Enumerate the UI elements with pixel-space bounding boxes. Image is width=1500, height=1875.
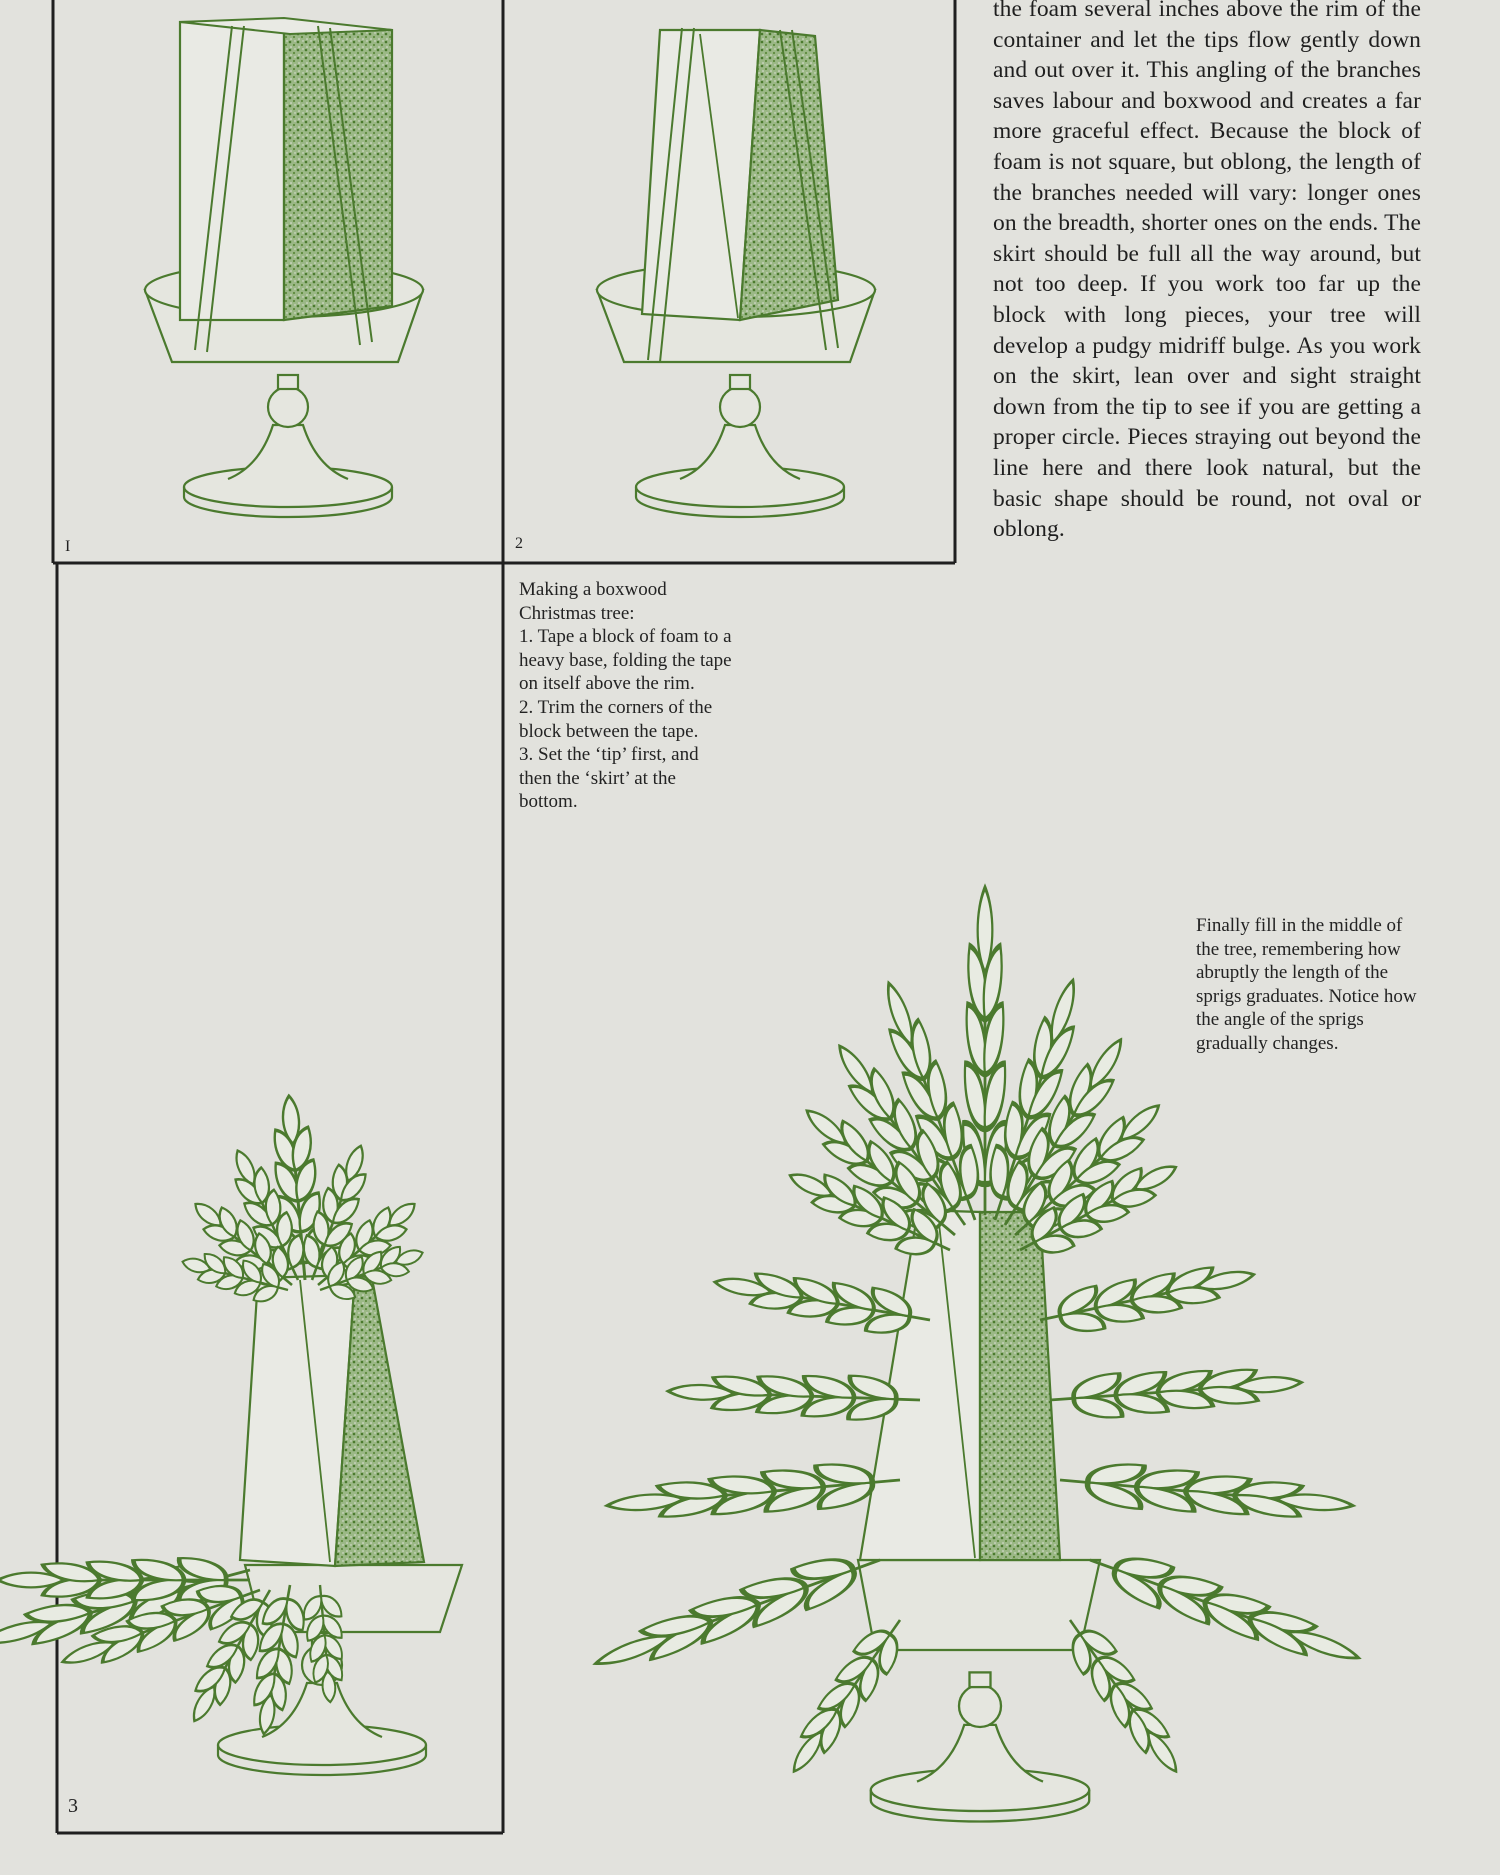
caption-step-1: 1. Tape a block of foam to a heavy base, folding the tape on itself above the rim. xyxy=(519,626,732,695)
figure-3-tip-and-skirt xyxy=(0,1093,462,1775)
figure-2-trimmed-block xyxy=(597,28,875,517)
article-paragraph: the foam several inches above the rim of the container and let the tips flow gently down and out over it. This angling of the branches saves labour and boxwood and creates a far more graceful effect. Because the block of foam is not square, but oblong, the length of the branches needed will vary: longer ones on the breadth, shorter ones on the ends. The skirt should be full all the way around, but not too deep. If you work too far up the block with long pieces, your tree will develop a pudgy midriff bulge. As you work on the skirt, lean over and sight straight down from the tip to see if you are getting a proper circle. Pieces straying out beyond the line here and there look natural, but the basic shape should be round, not oval or oblong. xyxy=(993,0,1421,543)
panel-number-2: 2 xyxy=(515,535,523,552)
caption-steps xyxy=(519,578,734,814)
article-body xyxy=(993,0,1421,545)
caption-final-text: Finally fill in the middle of the tree, remembering how abruptly the length of the sprigs graduates. Notice how the angle of the sprigs gradually changes. xyxy=(1196,915,1417,1054)
caption-step-3: 3. Set the ‘tip’ first, and then the ‘skirt’ at the bottom. xyxy=(519,744,699,813)
panel-number-3: 3 xyxy=(68,1795,78,1817)
figure-1-taped-foam-block xyxy=(145,18,423,517)
caption-step-2: 2. Trim the corners of the block between the tape. xyxy=(519,696,713,742)
caption-title-line2: Christmas tree: xyxy=(519,602,635,624)
caption-title-line1: Making a boxwood xyxy=(519,579,667,600)
panel-number-1: I xyxy=(65,538,71,555)
caption-final xyxy=(1196,914,1426,1056)
